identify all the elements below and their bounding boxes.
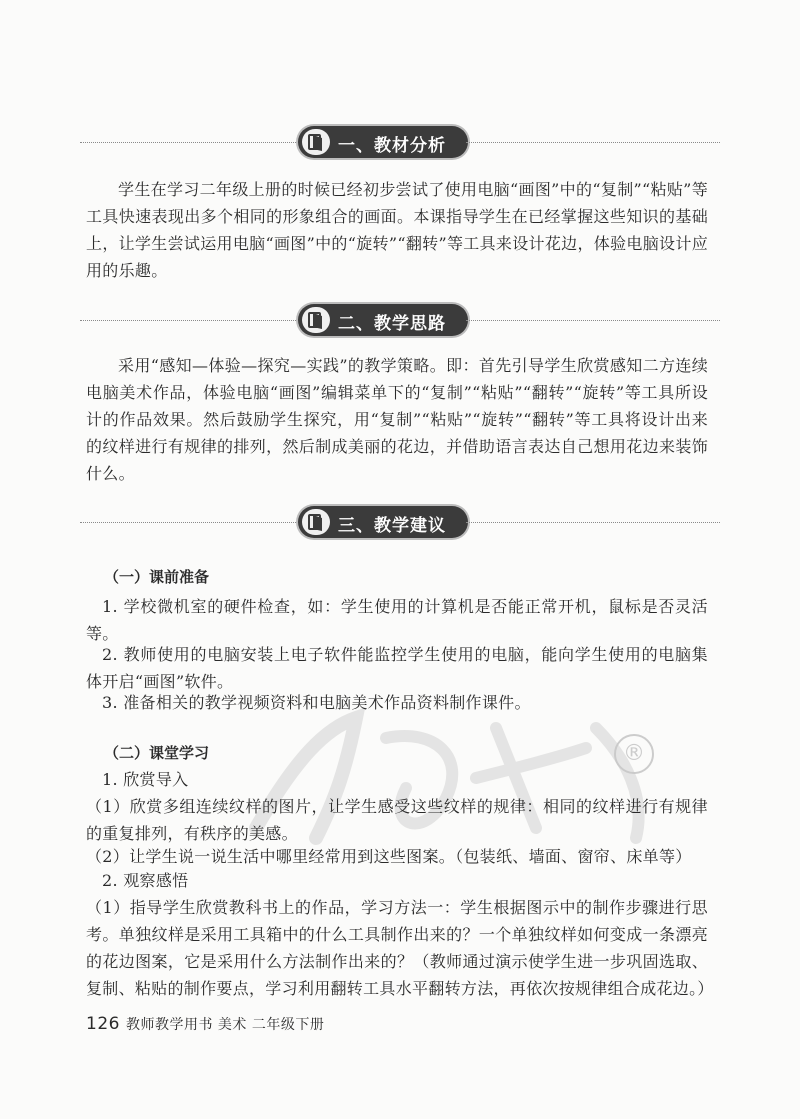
section-title: 一、教材分析 xyxy=(338,136,446,156)
header-pill xyxy=(298,506,468,538)
list-item: 1. 学校微机室的硬件检查，如：学生使用的计算机是否能正常开机，鼠标是否灵活等。 xyxy=(86,597,708,643)
list-item: 2. 观察感悟 xyxy=(102,871,189,890)
header-divider-left xyxy=(80,522,302,523)
list-item: （2）让学生说一说生活中哪里经常用到这些图案。（包装纸、墙面、窗帘、床单等） xyxy=(86,847,692,866)
section-title: 二、教学思路 xyxy=(338,314,446,334)
header-pill xyxy=(298,126,468,158)
section-header-3 xyxy=(80,506,720,540)
list-item: 3. 准备相关的教学视频资料和电脑美术作品资料制作课件。 xyxy=(102,693,531,712)
subsection-heading: （二）课堂学习 xyxy=(104,744,210,762)
header-divider-right xyxy=(466,522,720,523)
header-pill xyxy=(298,304,468,336)
book-title: 教师教学用书 美术 二年级下册 xyxy=(125,1017,325,1033)
section-header-2 xyxy=(80,304,720,338)
book-icon xyxy=(302,307,330,333)
page-footer xyxy=(86,1014,324,1034)
header-divider-right xyxy=(466,320,720,321)
section-title: 三、教学建议 xyxy=(338,516,446,536)
list-item: （1）欣赏多组连续纹样的图片，让学生感受这些纹样的规律：相同的纹样进行有规律的重复排列，有秩序的美感。 xyxy=(86,797,708,843)
header-divider-left xyxy=(80,142,302,143)
section-1-paragraph: 学生在学习二年级上册的时候已经初步尝试了使用电脑“画图”中的“复制”“粘贴”等工具快速表现出多个相同的形象组合的画面。本课指导学生在已经掌握这些知识的基础上，让学生尝试运用电脑“画图”中的“旋转”“翻转”等工具来设计花边，体验电脑设计应用的乐趣。 xyxy=(86,180,708,280)
header-divider-right xyxy=(466,142,720,143)
section-2-paragraph: 采用“感知—体验—探究—实践”的教学策略。即：首先引导学生欣赏感知二方连续电脑美术作品，体验电脑“画图”编辑菜单下的“复制”“粘贴”“翻转”“旋转”等工具所设计的作品效果。然后鼓励学生探究，用“复制”“粘贴”“旋转”“翻转”等工具将设计出来的纹样进行有规律的排列，然后制成美丽的花边，并借助语言表达自己想用花边来装饰什么。 xyxy=(86,356,708,483)
page-number: 126 xyxy=(86,1014,120,1034)
book-icon xyxy=(302,509,330,535)
list-item: 1. 欣赏导入 xyxy=(102,770,189,789)
list-item: （1）指导学生欣赏教科书上的作品，学习方法一：学生根据图示中的制作步骤进行思考。单独纹样是采用工具箱中的什么工具制作出来的？一个单独纹样如何变成一条漂亮的花边图案，它是采用什么方法制作出来的？（教师通过演示使学生进一步巩固选取、复制、粘贴的制作要点，学习利用翻转工具水平翻转方法，再依次按规律组合成花边。） xyxy=(86,898,714,998)
section-header-1 xyxy=(80,126,720,160)
list-item: 2. 教师使用的电脑安装上电子软件能监控学生使用的电脑，能向学生使用的电脑集体开启“画图”软件。 xyxy=(86,645,708,691)
header-divider-left xyxy=(80,320,302,321)
book-icon xyxy=(302,129,330,155)
subsection-heading: （一）课前准备 xyxy=(104,568,210,586)
registered-mark: ® xyxy=(614,734,654,774)
